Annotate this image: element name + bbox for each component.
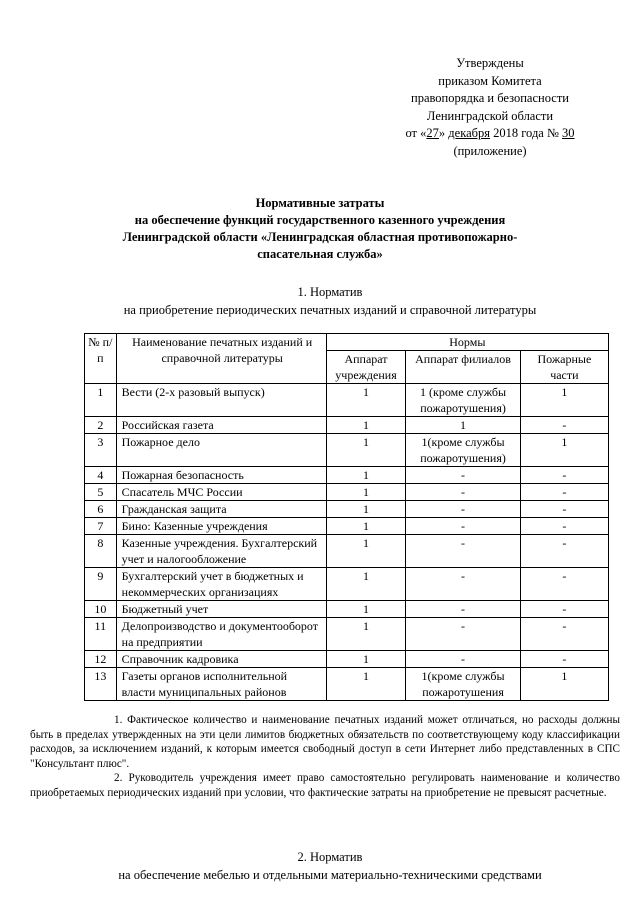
date-suffix: 2018 года №	[489, 126, 563, 140]
row-filial: -	[406, 618, 520, 651]
approval-date-line	[390, 125, 590, 143]
approval-line-approved: Утверждены	[456, 56, 524, 70]
table-row	[85, 417, 609, 434]
row-name: Газеты органов исполнительной власти муниципальных районов	[116, 668, 326, 701]
header-fire: Пожарные части	[520, 351, 608, 384]
row-num: 9	[85, 568, 117, 601]
row-fire: 1	[520, 668, 608, 701]
document-title	[70, 195, 570, 263]
row-fire: -	[520, 467, 608, 484]
row-name: Пожарное дело	[116, 434, 326, 467]
row-filial: 1 (кроме службы пожаротушения)	[406, 384, 520, 417]
table-row	[85, 535, 609, 568]
row-filial: -	[406, 568, 520, 601]
row-filial: -	[406, 651, 520, 668]
date-mid: »	[438, 126, 449, 140]
table-row	[85, 651, 609, 668]
section-1-heading	[60, 283, 600, 319]
row-apparat: 1	[326, 668, 406, 701]
row-num: 4	[85, 467, 117, 484]
row-num: 6	[85, 501, 117, 518]
approval-line-appendix: (приложение)	[453, 143, 527, 158]
row-fire: 1	[520, 384, 608, 417]
row-apparat: 1	[326, 484, 406, 501]
title-line-4: спасательная служба»	[257, 247, 383, 261]
title-line-1: Нормативные затраты	[255, 196, 385, 210]
row-num: 1	[85, 384, 117, 417]
section-2-title: 2. Норматив	[297, 850, 363, 864]
row-name: Российская газета	[116, 417, 326, 434]
row-filial: -	[406, 501, 520, 518]
row-apparat: 1	[326, 535, 406, 568]
row-num: 8	[85, 535, 117, 568]
row-apparat: 1	[326, 601, 406, 618]
header-num: № п/п	[85, 334, 117, 384]
header-filial: Аппарат филиалов	[406, 351, 520, 384]
table-row	[85, 467, 609, 484]
row-num: 10	[85, 601, 117, 618]
row-filial: 1(кроме службы пожаротушения)	[406, 434, 520, 467]
approval-number: 30	[562, 126, 575, 140]
table-row	[85, 434, 609, 467]
row-num: 13	[85, 668, 117, 701]
row-apparat: 1	[326, 434, 406, 467]
row-name: Казенные учреждения. Бухгалтерский учет и налогообложение	[116, 535, 326, 568]
row-fire: -	[520, 484, 608, 501]
row-apparat: 1	[326, 501, 406, 518]
row-name: Пожарная безопасность	[116, 467, 326, 484]
row-apparat: 1	[326, 568, 406, 601]
table-row	[85, 501, 609, 518]
section-1-subtitle: на приобретение периодических печатных изданий и справочной литературы	[123, 303, 537, 317]
header-apparat: Аппарат учреждения	[326, 351, 406, 384]
row-filial: 1(кроме службы пожаротушения	[406, 668, 520, 701]
row-apparat: 1	[326, 518, 406, 535]
row-filial: -	[406, 535, 520, 568]
title-line-3: Ленинградской области «Ленинградская областная противопожарно-	[122, 230, 518, 244]
norms-table-body	[85, 384, 609, 701]
approval-month: декабря	[448, 126, 490, 140]
row-fire: -	[520, 501, 608, 518]
row-apparat: 1	[326, 467, 406, 484]
approval-stamp	[390, 55, 590, 160]
row-fire: -	[520, 651, 608, 668]
row-apparat: 1	[326, 651, 406, 668]
note-2: 2. Руководитель учреждения имеет право самостоятельно регулировать наименование и количество приобретаемых периодических изданий при условии, что фактические затраты на приобретение не превысят расчетные.	[30, 772, 620, 799]
table-row	[85, 601, 609, 618]
row-fire: -	[520, 417, 608, 434]
row-num: 7	[85, 518, 117, 535]
row-num: 5	[85, 484, 117, 501]
date-prefix: от «	[405, 126, 427, 140]
row-num: 12	[85, 651, 117, 668]
table-row	[85, 618, 609, 651]
section-2-subtitle: на обеспечение мебелью и отдельными материально-техническими средствами	[118, 868, 542, 882]
row-apparat: 1	[326, 384, 406, 417]
row-apparat: 1	[326, 618, 406, 651]
row-fire: -	[520, 518, 608, 535]
row-filial: -	[406, 518, 520, 535]
approval-line-order: приказом Комитета	[438, 73, 542, 88]
header-name: Наименование печатных изданий и справочной литературы	[116, 334, 326, 384]
section-2-heading	[60, 848, 600, 884]
row-name: Бюджетный учет	[116, 601, 326, 618]
row-filial: -	[406, 484, 520, 501]
row-fire: 1	[520, 434, 608, 467]
row-fire: -	[520, 618, 608, 651]
notes	[30, 713, 620, 800]
row-name: Гражданская защита	[116, 501, 326, 518]
row-filial: -	[406, 601, 520, 618]
row-apparat: 1	[326, 417, 406, 434]
approval-line-committee: правопорядка и безопасности	[411, 91, 569, 105]
title-line-2: на обеспечение функций государственного казенного учреждения	[134, 213, 506, 227]
note-1: 1. Фактическое количество и наименование печатных изданий может отличаться, но расходы должны быть в пределах утвержденных на эти цели лимитов бюджетных обязательств по соответствующему коду классификации расходов, за исключением изданий, к которым имеется свободный доступ в сети Интернет либо представленных в СПС "Консультант плюс".	[30, 714, 620, 770]
table-row	[85, 668, 609, 701]
row-name: Бухгалтерский учет в бюджетных и некоммерческих организациях	[116, 568, 326, 601]
section-1-title: 1. Норматив	[297, 285, 363, 299]
row-fire: -	[520, 568, 608, 601]
approval-line-region: Ленинградской области	[426, 108, 554, 123]
header-norms: Нормы	[326, 334, 608, 351]
row-filial: -	[406, 467, 520, 484]
row-name: Бино: Казенные учреждения	[116, 518, 326, 535]
approval-day: 27	[426, 126, 439, 140]
row-fire: -	[520, 601, 608, 618]
row-name: Справочник кадровика	[116, 651, 326, 668]
table-row	[85, 484, 609, 501]
table-row	[85, 384, 609, 417]
norms-table	[84, 333, 609, 701]
row-num: 11	[85, 618, 117, 651]
row-num: 2	[85, 417, 117, 434]
table-row	[85, 518, 609, 535]
row-name: Делопроизводство и документооборот на предприятии	[116, 618, 326, 651]
row-name: Спасатель МЧС России	[116, 484, 326, 501]
row-num: 3	[85, 434, 117, 467]
row-filial: 1	[406, 417, 520, 434]
row-fire: -	[520, 535, 608, 568]
row-name: Вести (2-х разовый выпуск)	[116, 384, 326, 417]
table-row	[85, 568, 609, 601]
